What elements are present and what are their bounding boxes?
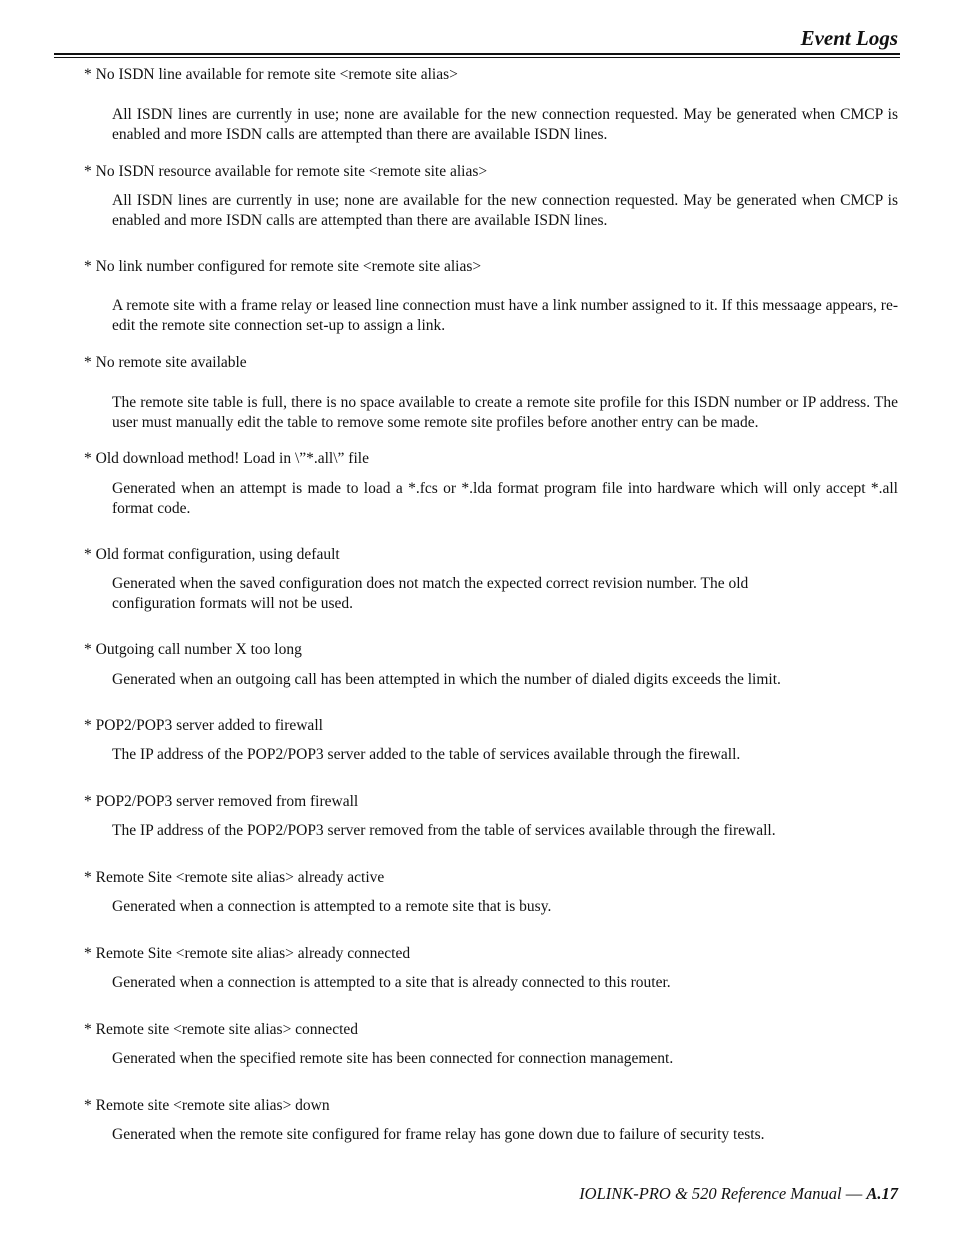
entry-heading: * Remote site <remote site alias> down bbox=[84, 1097, 330, 1114]
entry-description: The IP address of the POP2/POP3 server added to the table of services available through the firewall. bbox=[112, 746, 741, 763]
entry-heading: * No remote site available bbox=[84, 354, 247, 371]
entry-description: Generated when the specified remote site has been connected for connection management. bbox=[112, 1050, 674, 1067]
entry-description: Generated when an outgoing call has been attempted in which the number of dialed digits exceeds the limit. bbox=[112, 671, 781, 688]
entry-description: All ISDN lines are currently in use; none are available for the new connection requested. May be generated when CMCP is enabled and more ISDN calls are attempted than there are available ISDN lines. bbox=[112, 106, 898, 143]
entry-heading: * Remote Site <remote site alias> already connected bbox=[84, 945, 411, 962]
entry-heading: * No link number configured for remote site <remote site alias> bbox=[84, 258, 482, 275]
entry-heading: * Old format configuration, using default bbox=[84, 546, 340, 563]
entry-description: Generated when a connection is attempted to a site that is already connected to this router. bbox=[112, 974, 671, 991]
page-header-title: Event Logs bbox=[800, 26, 898, 50]
entry-heading: * Remote Site <remote site alias> already active bbox=[84, 869, 385, 886]
entry-heading: * Old download method! Load in \”*.all\” file bbox=[84, 450, 369, 467]
header-rule-thin bbox=[54, 57, 900, 58]
entry-description: All ISDN lines are currently in use; none are available for the new connection requested. May be generated when CMCP is enabled and more ISDN calls are attempted than there are available ISDN lines. bbox=[112, 192, 898, 229]
entry-description: Generated when an attempt is made to load a *.fcs or *.lda format program file into hardware which will only accept *.all format code. bbox=[112, 480, 898, 517]
entry-description: The IP address of the POP2/POP3 server removed from the table of services available through the firewall. bbox=[112, 822, 776, 839]
header-rule-thick bbox=[54, 53, 900, 55]
footer-separator: — bbox=[845, 1184, 863, 1203]
entry-heading: * Outgoing call number X too long bbox=[84, 641, 302, 658]
entry-heading: * POP2/POP3 server added to firewall bbox=[84, 717, 323, 734]
entry-heading: * No ISDN resource available for remote site <remote site alias> bbox=[84, 163, 488, 180]
entry-description: The remote site table is full, there is no space available to create a remote site profile for this ISDN number or IP address. The user must manually edit the table to remove some remote site profiles before another entry can be made. bbox=[112, 394, 898, 431]
footer-page-number: A.17 bbox=[866, 1184, 898, 1203]
entry-heading: * No ISDN line available for remote site <remote site alias> bbox=[84, 66, 458, 83]
entry-description: Generated when the saved configuration does not match the expected correct revision number. The old configuration formats will not be used. bbox=[112, 575, 749, 612]
entry-description: Generated when the remote site configured for frame relay has gone down due to failure of security tests. bbox=[112, 1126, 765, 1143]
entry-description: A remote site with a frame relay or leased line connection must have a link number assigned to it. If this messaage appears, re-edit the remote site connection set-up to assign a link. bbox=[112, 297, 898, 334]
entry-description: Generated when a connection is attempted to a remote site that is busy. bbox=[112, 898, 552, 915]
entry-heading: * POP2/POP3 server removed from firewall bbox=[84, 793, 359, 810]
page-footer bbox=[579, 1184, 898, 1204]
entry-heading: * Remote site <remote site alias> connected bbox=[84, 1021, 359, 1038]
footer-manual-title: IOLINK-PRO & 520 Reference Manual bbox=[579, 1184, 842, 1203]
